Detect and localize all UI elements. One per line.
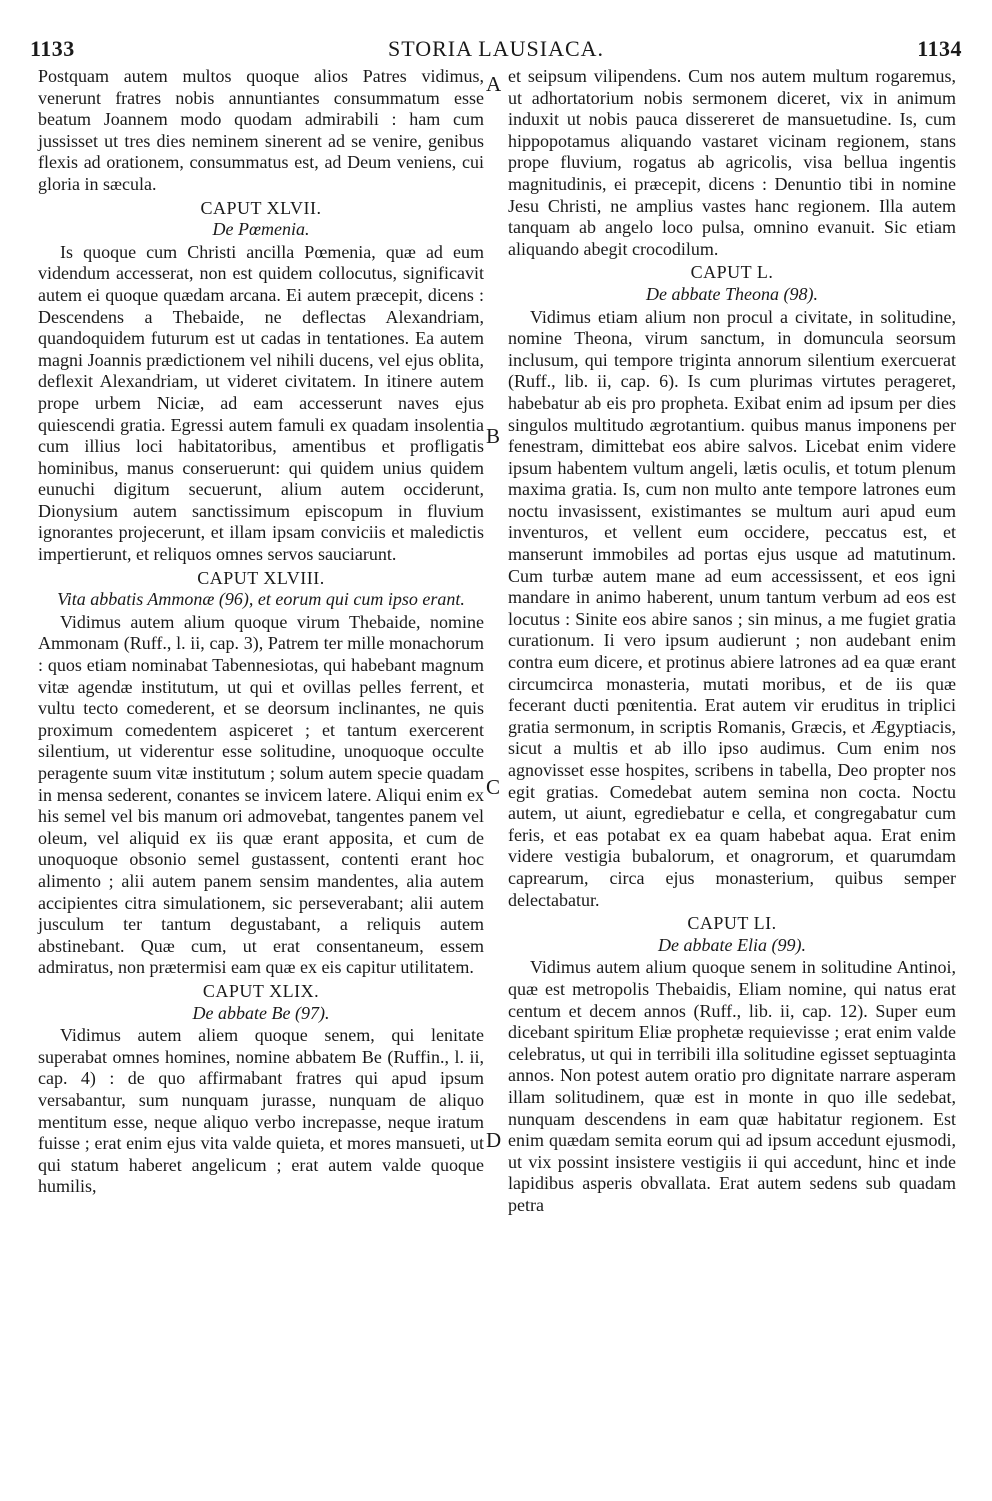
paragraph-continuation-right: et seipsum vilipendens. Cum nos autem multum rogaremus, ut adhortatorium nobis sermonem diceret, vix in animum induxit ut nobis pauca dissereret de mansuetudine. Is, cum hippopotamus aliquando vastaret vicinam regionem, stans prope fluvium, rogatus ab agricolis, visa bellua ingentis magnitudinis, ei præcepit, dicens : Denuntio tibi in nomine Jesu Christi, ne amplius vastes hanc regionem. Illa autem tanquam ab angelo loco pulsa, omnino evanuit. Sic etiam aliquando abegit crocodilum. bbox=[508, 66, 956, 259]
left-column bbox=[38, 66, 484, 1198]
chapter-subtitle-be: De abbate Be (97). bbox=[192, 1002, 330, 1023]
running-title: STORIA LAUSIACA. bbox=[387, 36, 605, 61]
paragraph-be: Vidimus autem aliem quoque senem, qui lenitate superabat omnes homines, nomine abbatem Be (Ruffin., l. ii, cap. 4) : de quo affirmabant fratres qui apud ipsum versabantur, sum nunquam jurasse, nunquam de aliquo mentitum esse, neque aliquo verbo increpasse, neque iratum fuisse ; erat enim ejus vita valde quieta, et mores mansueti, ut qui statum haberet angelicum ; erat autem valde quoque humilis, bbox=[38, 1025, 484, 1197]
margin-letter-c: C bbox=[486, 775, 501, 799]
paragraph-theona: Vidimus etiam alium non procul a civitate, in solitudine, nomine Theona, virum sanctum, in domuncula seorsum inclusum, qui tempore triginta annorum silentium exercuerat (Ruff., lib. ii, cap. 6). Is cum plurimas virtutes perageret, habebatur ab eis pro propheta. Exibat enim ad ipsum per dies singulos multitudo ægrotantium. quibus manus imponens per fenestram, dimittebat eos abire salvos. Licebat enim videre ipsum habentem vultum angeli, lætis oculis, et totum plenum maxima gratia. Is, cum non multo ante tempore latrones eum noctu invasissent, existimantes se multum auri apud eum inventuros, et vellent eum occidere, peccatus est, et manserunt immobiles ad portas ejus usque ad matutinum. Cum turbæ autem mane ad eum accessissent, et eos igni mandare in animo haberent, unum tantum verbum ad eos est locutus : Sinite eos abire sanos ; sin minus, a me fugiet gratia curationum. Ii vero ipsum audierunt ; non audebant enim contra eum dicere, et protinus abiere latrones ad ea quæ erant circumcirca monasteria, mutati moribus, et de iis quæ fecerant ducti pœnitentia. Erat autem vir eruditus in triplici gratia sermonum, in scriptis Romanis, Græcis, et Ægyptiacis, sicut a multis et ab illo ipso audimus. Cum enim nos agnovisset esse hospites, scribens in tabella, Deo propter nos egit gratias. Comedebat autem semina non cocta. Noctu autem, ut aiunt, egrediebatur e cella, et congregabatur cum feris, et eas potabat ex ea quam habebat aqua. Erat enim videre vestigia bubalorum, et onagrorum, et quarumdam caprearum, circa ejus monasterium, quibus semper delectabatur. bbox=[508, 306, 956, 910]
margin-letter-d: D bbox=[486, 1128, 502, 1152]
chapter-subtitle-elia: De abbate Elia (99). bbox=[658, 934, 806, 955]
chapter-subtitle-poemenia: De Pœmenia. bbox=[212, 219, 310, 240]
chapter-heading-xlvii: CAPUT XLVII. bbox=[200, 197, 322, 218]
chapter-heading-xlviii: CAPUT XLVIII. bbox=[197, 567, 325, 588]
left-page-number: 1133 bbox=[30, 36, 75, 61]
chapter-subtitle-theona: De abbate Theona (98). bbox=[646, 283, 818, 304]
right-page-number: 1134 bbox=[917, 36, 962, 61]
chapter-heading-li: CAPUT LI. bbox=[687, 913, 777, 934]
paragraph-poemenia: Is quoque cum Christi ancilla Pœmenia, quæ ad eum videndum accesserat, non est quidem collocutus, significavit autem ei quoque quædam arcana. Ei autem præcepit, dicens : Descendens a Thebaide, ne deflectas Alexandriam, quandoquidem futurum est ut cadas in tentationes. Ea autem magni Joannis prædictionem vel nihili ducens, vel ejus oblita, deflexit Alexandriam, ut videret civitatem. In itinere autem prope urbem Niciæ, ad eam accesserunt naves ejus quiescendi gratia. Egressi autem famuli ex quadam insolentia cum illius loci habitatoribus, amentibus et profligatis hominibus, manus conseruerunt: qui quidem unius quidem eunuchi digitum secuerunt, alium autem occiderunt, Dionysium autem sanctissimum episcopum in fluvium ignorantes projecerunt, et illam ipsam conviciis et maledictis impertierunt, et reliquos omnes servos sauciarunt. bbox=[38, 241, 484, 565]
paragraph-continuation: Postquam autem multos quoque alios Patres vidimus, venerunt fratres nobis annuntiantes consummatum esse beatum Joannem modo quodam admirabili : ham cum jussisset ut tres dies neminem sinerent ad se venire, genibus flexis ad orationem, consummatus est, ad Deum veniens, cui gloria in sæcula. bbox=[38, 66, 484, 194]
margin-letter-a: A bbox=[486, 72, 502, 96]
margin-letter-b: B bbox=[486, 424, 501, 448]
chapter-heading-l: CAPUT L. bbox=[690, 262, 774, 283]
right-column bbox=[508, 66, 956, 1216]
chapter-subtitle-ammona: Vita abbatis Ammonæ (96), et eorum qui cum ipso erant. bbox=[57, 589, 465, 610]
chapter-heading-xlix: CAPUT XLIX. bbox=[202, 980, 320, 1001]
paragraph-elia: Vidimus autem alium quoque senem in solitudine Antinoi, quæ est metropolis Thebaidis, Eliam nomine, qui natus erat centum et decem annos (Ruff., lib. ii, cap. 12). Super eum dicebant spiritum Eliæ prophetæ requievisse ; erat enim valde celebratus, ut qui in terribili illa solitudine egisset septuaginta annos. Non potest autem oratio pro dignitate narrare asperam illam solitudinem, quæ est in monte in quo ille sedebat, nunquam descendens in eam quæ habitatur regionem. Est enim quædam semita eorum qui ad ipsum accedunt ejusmodi, ut vix possint insistere vestigiis ii qui accedunt, hinc et inde lapidibus asperis obvallata. Erat autem sedens sub quadam petra bbox=[508, 957, 956, 1215]
paragraph-ammona: Vidimus autem alium quoque virum Thebaide, nomine Ammonam (Ruff., l. ii, cap. 3), Patrem ter mille monachorum : quos etiam nominabat Tabennesiotas, qui habebant magnum vitæ agendæ institutum, ut qui et ovillas pelles ferrent, et vultu tecto comederent, et se deorsum inclinantes, ne quis proximum comedentem aspiceret ; et tantum exercerent silentium, ut viderentur esse solitudine, unoquoque occulte peragente suum vitæ institutum ; solum autem specie quadam in mensa sederent, conantes se invicem latere. Aliqui enim ex his semel vel bis manum ori admovebat, tangentes panem vel oleum, vel aliquid ex iis quæ erant apposita, et cum de unoquoque obsonio semel gustassent, contenti erant hoc alimento ; alii autem panem sensim mandentes, alia autem accipientes citra simulationem, sic perseverabant; alii autem jusculum ter tantum degustabant, a reliquis autem abstinebant. Quæ cum, ut erat consentaneum, essem admiratus, non prætermisi eam quæ ex eis capitur utilitatem. bbox=[38, 611, 484, 978]
